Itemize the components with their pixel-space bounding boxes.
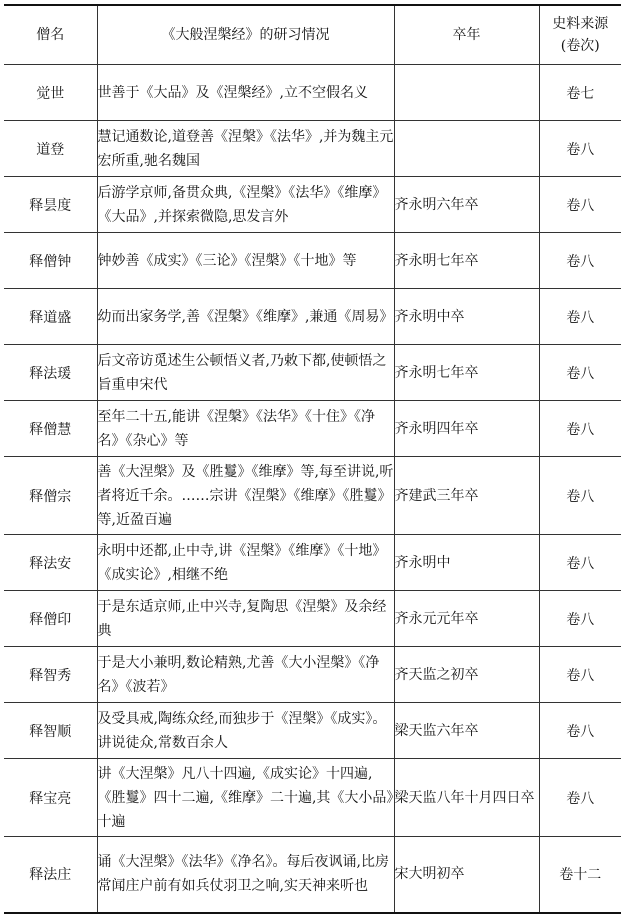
death-year: [394, 65, 539, 121]
source-volume: 卷八: [539, 233, 621, 289]
header-row: [4, 5, 621, 65]
death-year: 齐永明中卒: [394, 289, 539, 345]
monk-name: 释法庄: [4, 837, 97, 913]
study-description: 诵《大涅槃》《法华》《净名》。每后夜讽诵,比房常闻庄户前有如兵仗羽卫之响,实天神来听也: [97, 837, 394, 913]
death-year: 齐永元元年卒: [394, 591, 539, 647]
death-year: 梁天监六年卒: [394, 703, 539, 759]
monk-study-table: [4, 4, 621, 914]
table-row: [4, 177, 621, 233]
source-volume: 卷八: [539, 177, 621, 233]
study-description: 后文帝访觅述生公顿悟义者,乃敕下都,使顿悟之旨重申宋代: [97, 345, 394, 401]
monk-name: 释僧慧: [4, 401, 97, 457]
table-row: [4, 591, 621, 647]
study-description: 及受具戒,陶练众经,而独步于《涅槃》《成实》。讲说徒众,常数百余人: [97, 703, 394, 759]
study-description: 世善于《大品》及《涅槃经》,立不空假名义: [97, 65, 394, 121]
monk-name: 释法安: [4, 535, 97, 591]
table-row: [4, 647, 621, 703]
death-year: 齐永明四年卒: [394, 401, 539, 457]
death-year: 梁天监八年十月四日卒: [394, 759, 539, 837]
monk-name: 释僧钟: [4, 233, 97, 289]
monk-name: 道登: [4, 121, 97, 177]
death-year: 齐永明七年卒: [394, 233, 539, 289]
header-death-year: 卒年: [394, 5, 539, 65]
header-source: [539, 5, 621, 65]
table-row: [4, 121, 621, 177]
table-row: [4, 289, 621, 345]
monk-name: 释僧宗: [4, 457, 97, 535]
source-volume: 卷八: [539, 759, 621, 837]
study-description: 至年二十五,能讲《涅槃》《法华》《十住》《净名》《杂心》等: [97, 401, 394, 457]
source-volume: 卷八: [539, 121, 621, 177]
study-description: 讲《大涅槃》凡八十四遍,《成实论》十四遍,《胜鬘》四十二遍,《维摩》二十遍,其《大小品》十遍: [97, 759, 394, 837]
source-volume: 卷七: [539, 65, 621, 121]
death-year: 宋大明初卒: [394, 837, 539, 913]
study-description: 于是大小兼明,数论精熟,尤善《大小涅槃》《净名》《波若》: [97, 647, 394, 703]
table-row: [4, 535, 621, 591]
table-row: [4, 345, 621, 401]
death-year: 齐永明中: [394, 535, 539, 591]
header-study: 《大般涅槃经》的研习情况: [97, 5, 394, 65]
study-description: 永明中还都,止中寺,讲《涅槃》《维摩》《十地》《成实论》,相继不绝: [97, 535, 394, 591]
study-description: 钟妙善《成实》《三论》《涅槃》《十地》等: [97, 233, 394, 289]
table-row: [4, 759, 621, 837]
study-description: 慧记通数论,道登善《涅槃》《法华》,并为魏主元宏所重,驰名魏国: [97, 121, 394, 177]
source-volume: 卷八: [539, 457, 621, 535]
death-year: 齐永明七年卒: [394, 345, 539, 401]
table-row: [4, 837, 621, 913]
source-volume: 卷八: [539, 289, 621, 345]
source-volume: 卷八: [539, 535, 621, 591]
monk-name: 释宝亮: [4, 759, 97, 837]
monk-name: 释法瑗: [4, 345, 97, 401]
study-description: 善《大涅槃》及《胜鬘》《维摩》等,每至讲说,听者将近千余。……宗讲《涅槃》《维摩》《胜鬘》等,近盈百遍: [97, 457, 394, 535]
table-row: [4, 457, 621, 535]
death-year: 齐永明六年卒: [394, 177, 539, 233]
monk-name: 释道盛: [4, 289, 97, 345]
source-volume: 卷八: [539, 401, 621, 457]
monk-name: 释昙度: [4, 177, 97, 233]
monk-name: 释智顺: [4, 703, 97, 759]
table-row: [4, 233, 621, 289]
study-description: 幼而出家务学,善《涅槃》《维摩》,兼通《周易》: [97, 289, 394, 345]
table-row: [4, 65, 621, 121]
source-volume: 卷八: [539, 345, 621, 401]
monk-name: 觉世: [4, 65, 97, 121]
header-source-line1: 史料来源: [552, 16, 609, 32]
monk-name: 释智秀: [4, 647, 97, 703]
table-row: [4, 401, 621, 457]
source-volume: 卷十二: [539, 837, 621, 913]
death-year: [394, 121, 539, 177]
header-monk-name: 僧名: [4, 5, 97, 65]
header-source-line2: (卷次): [560, 38, 600, 54]
table-row: [4, 703, 621, 759]
monk-name: 释僧印: [4, 591, 97, 647]
death-year: 齐天监之初卒: [394, 647, 539, 703]
study-description: 后游学京师,备贯众典,《涅槃》《法华》《维摩》《大品》,并探索微隐,思发言外: [97, 177, 394, 233]
study-description: 于是东适京师,止中兴寺,复陶思《涅槃》及余经典: [97, 591, 394, 647]
source-volume: 卷八: [539, 591, 621, 647]
source-volume: 卷八: [539, 703, 621, 759]
source-volume: 卷八: [539, 647, 621, 703]
death-year: 齐建武三年卒: [394, 457, 539, 535]
